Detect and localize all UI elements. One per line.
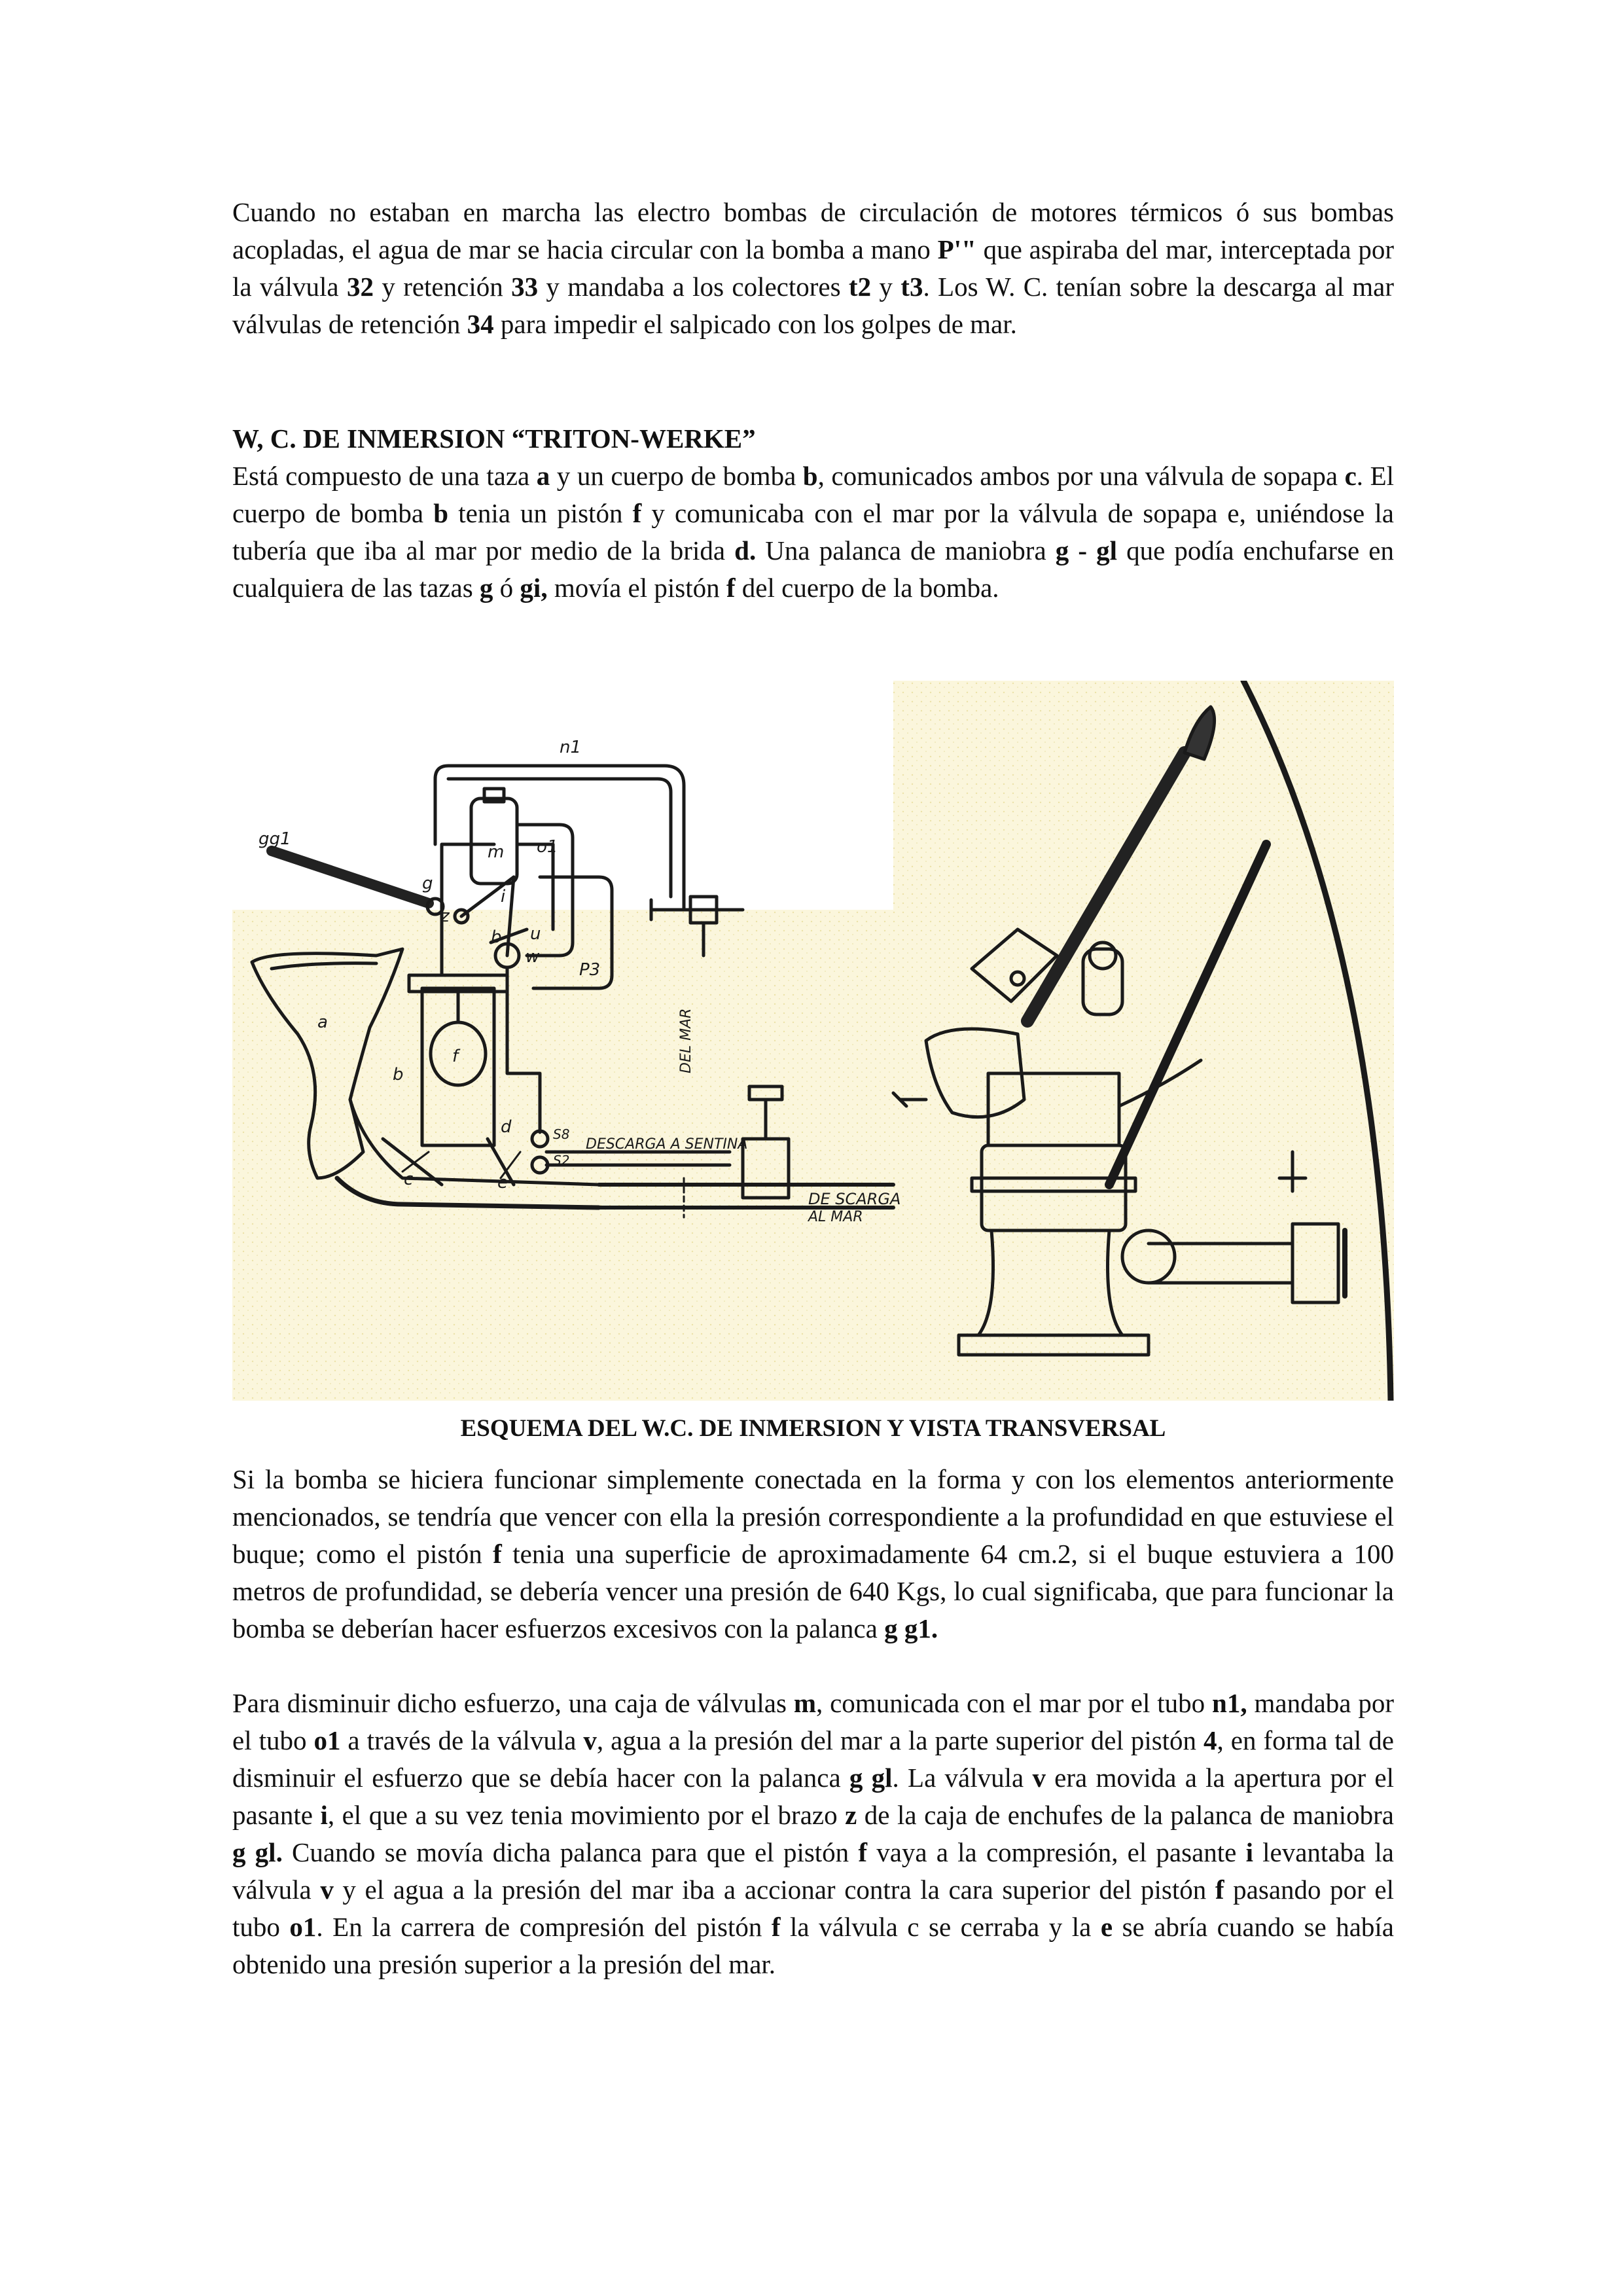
text: vaya a la compresión, el pasante (867, 1837, 1246, 1867)
text: se abría cuando se había obtenido una presión superior a la presión del mar. (232, 1912, 1394, 1979)
bold-term: f (771, 1912, 781, 1942)
label-descarga-mar-2: AL MAR (808, 1209, 863, 1225)
section-heading: W, C. DE INMERSION “TRITON-WERKE” (232, 423, 756, 454)
bold-term: f (726, 573, 736, 603)
bold-term: a (536, 461, 550, 491)
text: pasando por el tubo (232, 1874, 1395, 1942)
label-e: e (497, 1173, 508, 1193)
bold-term: t3 (901, 272, 923, 302)
bold-term: f (632, 498, 642, 528)
bold-term: v (1032, 1763, 1046, 1793)
bold-term: f (493, 1539, 502, 1569)
text: Si la bomba se hiciera funcionar simplemente conectada en la forma y con los elementos anteriormente mencionados, se tendría que vencer con ella la presión correspondiente a la profundidad en que estuviese el buque; como el pistón (232, 1464, 1394, 1569)
bold-term: m (793, 1688, 816, 1718)
text: de la caja de enchufes de la palanca de maniobra (857, 1800, 1394, 1830)
right-view-background (893, 681, 1394, 1401)
text: y un cuerpo de bomba (550, 461, 803, 491)
bold-term: c (1344, 461, 1357, 491)
text: y (871, 272, 901, 302)
text: levantaba la válvula (232, 1837, 1394, 1905)
text: Cuando no estaban en marcha las electro bombas de circulación de motores térmicos ó sus bombas acopladas, el agua de mar se hacia circular con la bomba a mano (232, 197, 1394, 264)
bold-term: o1 (313, 1725, 341, 1755)
label-n1: n1 (560, 738, 582, 757)
label-g: g (422, 874, 433, 893)
bold-term: g - gl (1055, 535, 1118, 565)
bold-term: f (1215, 1874, 1224, 1905)
label-d: d (501, 1117, 512, 1137)
text: del cuerpo de la bomba. (735, 573, 999, 603)
text: , agua a la presión del mar a la parte superior del pistón (596, 1725, 1204, 1755)
label-u: u (530, 924, 541, 944)
bold-term: g g1. (884, 1613, 938, 1643)
label-s2: S2 (553, 1153, 570, 1168)
text: ó (493, 573, 520, 603)
text: tenia un pistón (448, 498, 633, 528)
bold-term: n1, (1212, 1688, 1247, 1718)
label-m: m (488, 842, 505, 862)
lever-gg1 (272, 851, 429, 903)
label-s8: S8 (553, 1126, 570, 1142)
bold-term: 33 (511, 272, 539, 302)
bold-term: g gl (849, 1763, 893, 1793)
paragraph-description (232, 457, 1394, 607)
wc-schematic-figure (232, 681, 1394, 1401)
label-del-mar: DEL MAR (678, 1008, 694, 1073)
text: la válvula c se cerraba y la (780, 1912, 1101, 1942)
paragraph-pressure (232, 1461, 1394, 1647)
text: a través de la válvula (340, 1725, 584, 1755)
label-f: f (452, 1047, 459, 1066)
text: y mandaba a los colectores (538, 272, 849, 302)
text: movía el pistón (547, 573, 726, 603)
text: que podía enchufarse en cualquiera de las tazas (232, 535, 1394, 603)
bold-term: gi, (520, 573, 548, 603)
label-descarga-mar-1: DE SCARGA (808, 1190, 901, 1208)
bold-term: v (320, 1874, 334, 1905)
label-i: i (501, 887, 506, 906)
text: y comunicaba con el mar por la válvula de sopapa e, uniéndose la tubería que iba al mar por medio de la brida (232, 498, 1394, 565)
text: mandaba por el tubo (232, 1688, 1394, 1755)
text: . En la carrera de compresión del pistón (316, 1912, 772, 1942)
label-z: z (440, 906, 450, 926)
label-c: c (404, 1170, 414, 1189)
label-b: b (393, 1065, 404, 1085)
label-p3: P3 (579, 960, 601, 980)
schematic-drawing (232, 681, 1394, 1401)
bold-term: 34 (467, 309, 494, 339)
paragraph-circulation (232, 194, 1394, 343)
label-gg1: gg1 (259, 829, 291, 849)
label-b-small: b (491, 927, 502, 947)
bold-term: e (1100, 1912, 1113, 1942)
text: Para disminuir dicho esfuerzo, una caja de válvulas (232, 1688, 794, 1718)
bold-term: v (583, 1725, 597, 1755)
text: tenia una superficie de aproximadamente 64 cm.2, si el buque estuviera a 100 metros de profundidad, se debería vencer una presión de 640 Kgs, lo cual significaba, que para funcionar la bomba se deberían hacer esfuerzos excesivos con la palanca (232, 1539, 1394, 1643)
bold-term: f (858, 1837, 868, 1867)
bold-term: t2 (848, 272, 872, 302)
label-o1: o1 (537, 837, 558, 857)
bold-term: i (1245, 1837, 1253, 1867)
bold-term: 32 (346, 272, 374, 302)
bold-term: g (479, 573, 493, 603)
bold-term: 4 (1204, 1725, 1217, 1755)
text: , comunicados ambos por una válvula de sopapa (817, 461, 1345, 491)
text: y retención (373, 272, 512, 302)
bold-term: o1 (289, 1912, 317, 1942)
text: . Los W. C. tenían sobre la descarga al mar válvulas de retención (232, 272, 1394, 339)
bold-term: b (433, 498, 449, 528)
label-descarga-sentina: DESCARGA A SENTINA (586, 1136, 748, 1153)
text: y el agua a la presión del mar iba a accionar contra la cara superior del pistón (333, 1874, 1215, 1905)
text: Cuando se movía dicha palanca para que el pistón (282, 1837, 859, 1867)
bold-term: d. (734, 535, 757, 565)
bold-term: P'" (937, 234, 976, 264)
text: . La válvula (892, 1763, 1033, 1793)
bold-term: i (320, 1800, 328, 1830)
text: Una palanca de maniobra (756, 535, 1056, 565)
label-w: w (526, 947, 540, 967)
text: para impedir el salpicado con los golpes de mar. (493, 309, 1017, 339)
bold-term: z (845, 1800, 857, 1830)
text: , el que a su vez tenia movimiento por el brazo (327, 1800, 846, 1830)
text: era movida a la apertura por el pasante (232, 1763, 1394, 1830)
text: , comunicada con el mar por el tubo (815, 1688, 1213, 1718)
text: , en forma tal de disminuir el esfuerzo que se debía hacer con la palanca (232, 1725, 1394, 1793)
label-a: a (317, 1013, 328, 1032)
valve-box-m (471, 798, 517, 884)
bold-term: g gl. (232, 1837, 283, 1867)
figure-caption: ESQUEMA DEL W.C. DE INMERSION Y VISTA TRANSVERSAL (460, 1415, 1166, 1442)
text: que aspiraba del mar, interceptada por la válvula (232, 234, 1395, 302)
text: Está compuesto de una taza (232, 461, 537, 491)
paragraph-valve-box (232, 1685, 1394, 1983)
bold-term: b (802, 461, 818, 491)
text: . El cuerpo de bomba (232, 461, 1394, 528)
